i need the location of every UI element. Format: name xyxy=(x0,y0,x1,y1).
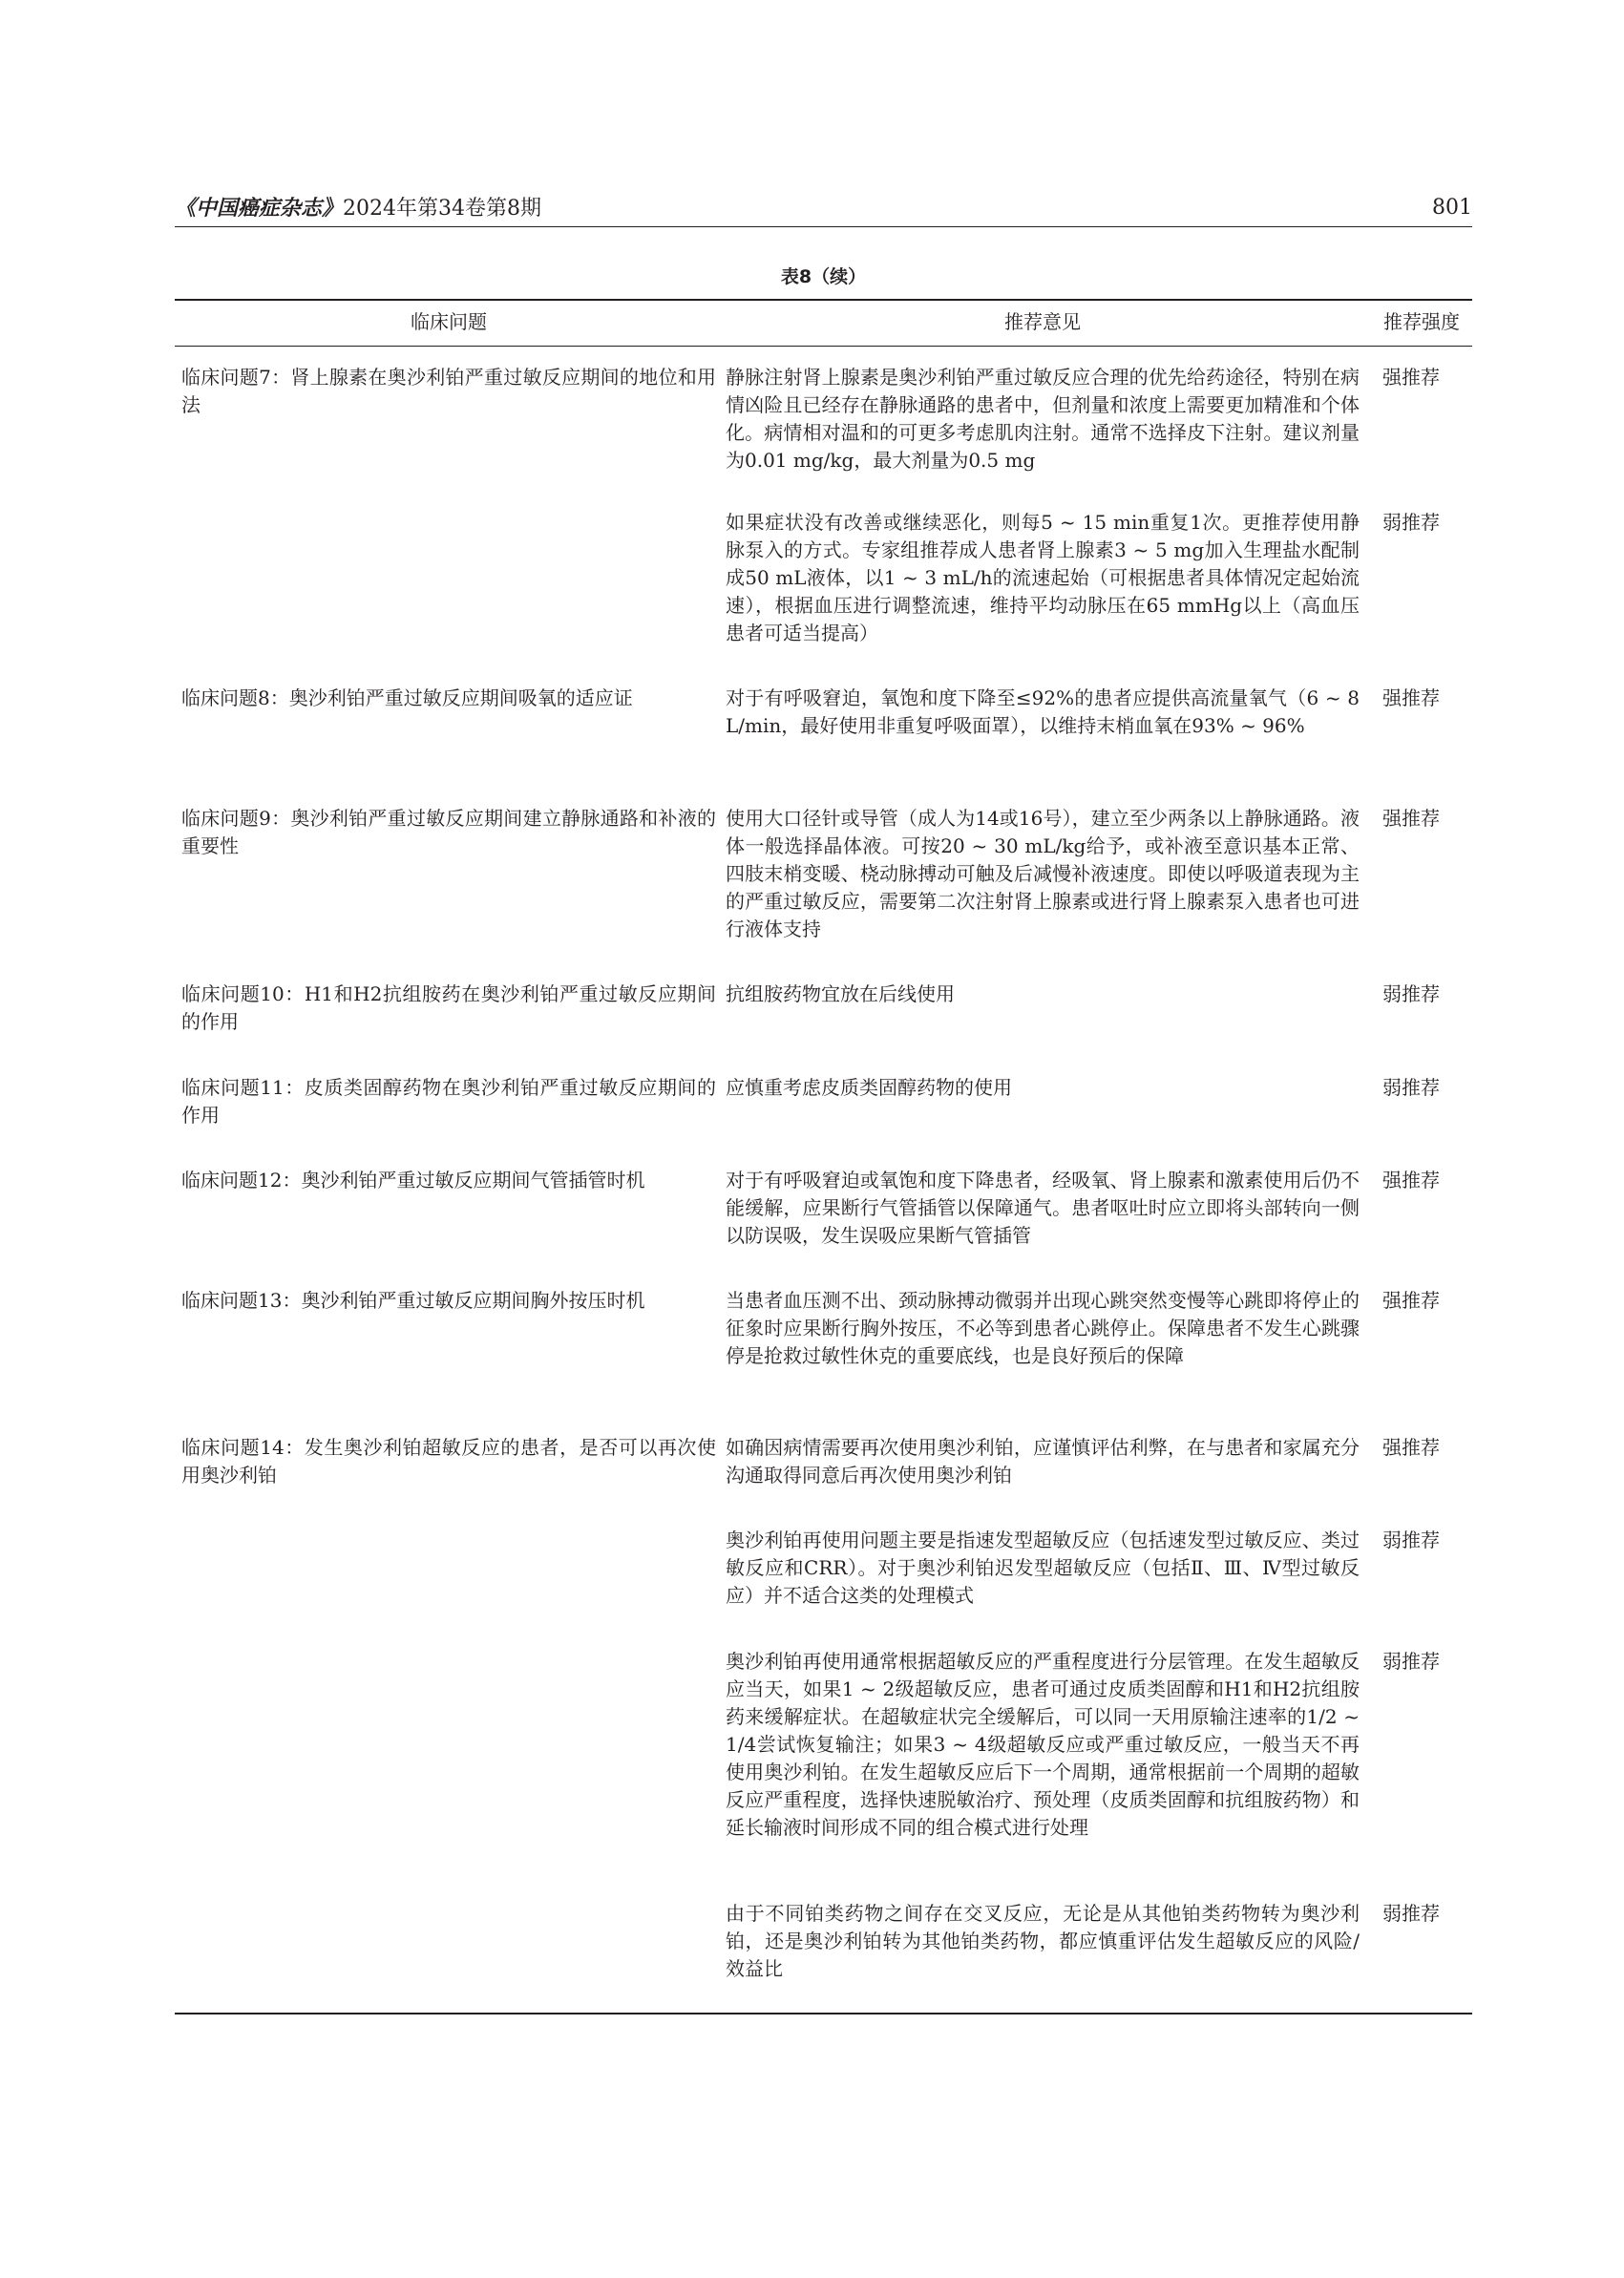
recommendation-strength: 强推荐 xyxy=(1382,807,1440,830)
journal-name: 《中国癌症杂志》 xyxy=(175,196,344,221)
recommendation-strength: 弱推荐 xyxy=(1382,982,1440,1005)
column-header-recommendation: 推荐意见 xyxy=(1004,310,1081,333)
clinical-question: 临床问题13：奥沙利铂严重过敏反应期间胸外按压时机 xyxy=(181,1289,645,1312)
recommendation-strength: 弱推荐 xyxy=(1382,1650,1440,1673)
recommendation-strength: 弱推荐 xyxy=(1382,1076,1440,1099)
page-number: 801 xyxy=(1432,196,1472,220)
recommendation-text: 奥沙利铂再使用问题主要是指速发型超敏反应（包括速发型过敏反应、类过敏反应和CRR）。对于奥沙利铂迟发型超敏反应（包括Ⅱ、Ⅲ、Ⅳ型过敏反应）并不适合这类的处理模式 xyxy=(726,1529,1360,1607)
column-header-strength: 推荐强度 xyxy=(1383,310,1460,333)
recommendation-text: 奥沙利铂再使用通常根据超敏反应的严重程度进行分层管理。在发生超敏反应当天，如果1 ~ 2级超敏反应，患者可通过皮质类固醇和H1和H2抗组胺药来缓解症状。在超敏症状完全缓解后，可以同一天用原输注速率的1/2 ~ 1/4尝试恢复输注；如果3 ~ 4级超敏反应或严重过敏反应，一般当天不再使用奥沙利铂。在发生超敏反应后下一个周期，通常根据前一个周期的超敏反应严重程度，选择快速脱敏治疗、预处理（皮质类固醇和抗组胺药物）和延长输液时间形成不同的组合模式进行处理 xyxy=(726,1650,1360,1839)
column-header-question: 临床问题 xyxy=(411,310,487,333)
recommendation-text: 使用大口径针或导管（成人为14或16号），建立至少两条以上静脉通路。液体一般选择晶体液。可按20 ~ 30 mL/kg给予，或补液至意识基本正常、四肢末梢变暖、桡动脉搏动可触及后减慢补液速度。即使以呼吸道表现为主的严重过敏反应，需要第二次注射肾上腺素或进行肾上腺素泵入患者也可进行液体支持 xyxy=(726,807,1360,940)
recommendation-text: 如果症状没有改善或继续恶化，则每5 ~ 15 min重复1次。更推荐使用静脉泵入的方式。专家组推荐成人患者肾上腺素3 ~ 5 mg加入生理盐水配制成50 mL液体，以1 ~ 3 mL/h的流速起始（可根据患者具体情况定起始流速），根据血压进行调整流速，维持平均动脉压在65 mmHg以上（高血压患者可适当提高） xyxy=(726,511,1360,644)
table-top-rule xyxy=(175,299,1472,301)
recommendation-strength: 强推荐 xyxy=(1382,686,1440,709)
recommendation-strength: 强推荐 xyxy=(1382,1436,1440,1459)
recommendation-text: 当患者血压测不出、颈动脉搏动微弱并出现心跳突然变慢等心跳即将停止的征象时应果断行胸外按压，不必等到患者心跳停止。保障患者不发生心跳骤停是抢救过敏性休克的重要底线，也是良好预后的保障 xyxy=(726,1289,1360,1367)
recommendation-strength: 强推荐 xyxy=(1382,1289,1440,1312)
issue-info: 2024年第34卷第8期 xyxy=(343,197,541,221)
journal-issue xyxy=(175,196,541,221)
clinical-question: 临床问题10：H1和H2抗组胺药在奥沙利铂严重过敏反应期间的作用 xyxy=(181,982,716,1033)
recommendation-strength: 弱推荐 xyxy=(1382,1902,1440,1925)
recommendation-text: 如确因病情需要再次使用奥沙利铂，应谨慎评估利弊，在与患者和家属充分沟通取得同意后再次使用奥沙利铂 xyxy=(726,1436,1360,1487)
recommendation-strength: 弱推荐 xyxy=(1382,511,1440,534)
table-bottom-rule xyxy=(175,2013,1472,2014)
table-header-rule xyxy=(175,346,1472,347)
clinical-question: 临床问题11：皮质类固醇药物在奥沙利铂严重过敏反应期间的作用 xyxy=(181,1076,716,1127)
clinical-question: 临床问题7：肾上腺素在奥沙利铂严重过敏反应期间的地位和用法 xyxy=(181,366,716,416)
clinical-question: 临床问题12：奥沙利铂严重过敏反应期间气管插管时机 xyxy=(181,1169,645,1192)
recommendation-text: 抗组胺药物宜放在后线使用 xyxy=(726,982,955,1005)
recommendation-text: 静脉注射肾上腺素是奥沙利铂严重过敏反应合理的优先给药途径，特别在病情凶险且已经存在静脉通路的患者中，但剂量和浓度上需要更加精准和个体化。病情相对温和的可更多考虑肌肉注射。通常不选择皮下注射。建议剂量为0.01 mg/kg，最大剂量为0.5 mg xyxy=(726,366,1360,472)
recommendation-strength: 强推荐 xyxy=(1382,1169,1440,1192)
page-header xyxy=(175,194,1472,227)
clinical-question: 临床问题8：奥沙利铂严重过敏反应期间吸氧的适应证 xyxy=(181,686,633,709)
recommendation-strength: 强推荐 xyxy=(1382,366,1440,389)
clinical-question: 临床问题9：奥沙利铂严重过敏反应期间建立静脉通路和补液的重要性 xyxy=(181,807,716,857)
table-caption: 表8（续） xyxy=(780,266,867,287)
clinical-question: 临床问题14：发生奥沙利铂超敏反应的患者，是否可以再次使用奥沙利铂 xyxy=(181,1436,716,1487)
recommendation-text: 应慎重考虑皮质类固醇药物的使用 xyxy=(726,1076,1012,1099)
recommendation-text: 对于有呼吸窘迫或氧饱和度下降患者，经吸氧、肾上腺素和激素使用后仍不能缓解，应果断行气管插管以保障通气。患者呕吐时应立即将头部转向一侧以防误吸，发生误吸应果断气管插管 xyxy=(726,1169,1360,1247)
recommendation-text: 由于不同铂类药物之间存在交叉反应，无论是从其他铂类药物转为奥沙利铂，还是奥沙利铂转为其他铂类药物，都应慎重评估发生超敏反应的风险/效益比 xyxy=(726,1902,1360,1980)
recommendation-text: 对于有呼吸窘迫，氧饱和度下降至≤92%的患者应提供高流量氧气（6 ~ 8 L/min，最好使用非重复呼吸面罩），以维持末梢血氧在93% ~ 96% xyxy=(726,686,1360,737)
recommendation-strength: 弱推荐 xyxy=(1382,1529,1440,1551)
